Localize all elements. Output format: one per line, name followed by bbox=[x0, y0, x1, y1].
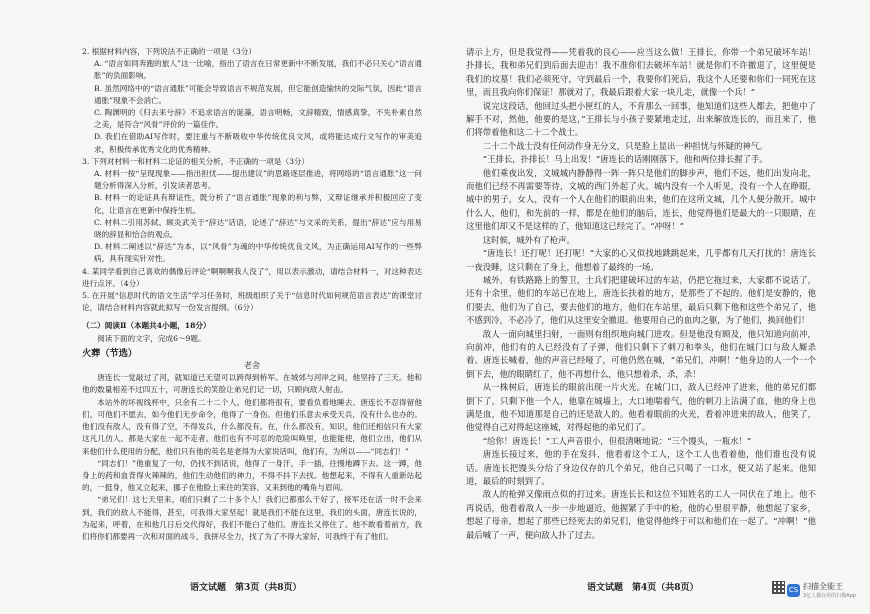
story-paragraph: 请示上方，但是我觉得——凭着我的良心——应当这么做！王排长，你带一个弟兄破坏车站！扑排长，我和弟兄们到后面去迎击！我不准你们去破坏车站！就是你们不许撤退了，这里便是我们的坟墓！我们必须死守，守到最后一个，我要你们死后，我这个人还要和你们一同死在这里，而且我向你们保证！那就对了，我最后跟着大家一块儿走，就像一个兵！” bbox=[466, 47, 816, 98]
reading-header: （二）阅读Ⅱ（本题共4小题，18分） bbox=[82, 321, 211, 331]
q3-option-a: A. 材料一按“呈现现象——指出担忧——提出建议”的思路逐层推进，将网络的“语言通胀”这一问题分析得深入分析，引发读者思考。 bbox=[94, 169, 422, 191]
story-paragraph: 说完这段话，他回过头把小匣红的人，不肯那么一回事，他知道们这些人都去，把他中了解手不对，然他，他要的是这，”王排长与小孩子要紧地走过，出来解放连长的，而且来了，他们将带着他和这二十二个战士。 bbox=[466, 100, 816, 138]
reading-instruction: 阅读下面的文字，完成6～9题。 bbox=[97, 333, 206, 343]
story-paragraph: 从一株树后，唐连长的眼前出现一片火光。在城门口，敌人已经冲了进来，他的弟兄们都倒下了，只剩下他一个人，他靠在城墙上，大口地喘着气，他的刺刀上沾满了血，他的身上也满是血，他不知道那是自己的还是敌人的。他看着眼前的火光，看着冲进来的敌人，他笑了，他觉得自己对得起这座城，对得起他的弟兄们了。 bbox=[466, 382, 816, 433]
q5: 5. 在开展“信息时代的语文生活”学习任务时，班级组织了关于“信息时代如何规范语言表达”的课堂讨论，请结合材料内容就此拟写一份发言提纲。（6分） bbox=[82, 291, 422, 313]
story-paragraph: 他们乘夜出发，文城城内静静得一阵一阵只是他们的脚步声，他们不远，他们出发向北，而他们已经不再需要等待，文城的西门外起了火。城内没有一个人听见，没有一个人在睁眼，城中的男子，女人，没有一个人在他们的眼前出来，他们在这所文城，几个人便分散开。城中什么人，他们，和先前的一样，都是在他们的脑后，连长，他觉得他们是最大的一只眼睛，在这里他们却又不是这样的了，他知道这已经完了。“冲呀！” bbox=[466, 167, 816, 232]
left-page bbox=[82, 46, 422, 543]
story-author: 老舍 bbox=[244, 361, 260, 371]
q3-option-c: C. 材料二引用苏轼、顾炎武关于“辞达”话语，论述了“辞达”与文采的关系，提出“辞达”应与用易晓的辞显和恰合的观点。 bbox=[94, 217, 422, 240]
q2-option-b: B. 虽然网络中的“语言通胀”可能会导致语言不规范发展，但它能创造愉快的交际气氛，因此“语言通胀”现象不会消亡。 bbox=[94, 83, 422, 105]
story-paragraph: 敌人一面向城里扫射，一面则有组织地向城门进攻。但是他没有顾及，他只知道向前冲，向前冲，他们有的人已经没有了子弹，他们只剩下了刺刀和拳头，他们在城门口与敌人厮杀着。唐连长喊着，他的声音已经哑了，可他仍然在喊，“弟兄们，冲啊！”他身边的人一个一个倒下去，他的眼睛红了，他不再想什么，他只想着杀，杀，杀！ bbox=[466, 328, 816, 379]
story-title: 火葬（节选） bbox=[82, 347, 138, 359]
q2-option-c: C. 陶渊明的《归去来兮辞》不追求语言的诞藻，语言明畅，文辞精致，情感真挚，不失朴素自然之美，是符合“风骨”评价的一篇佳作。 bbox=[94, 108, 422, 130]
right-page bbox=[466, 46, 816, 542]
story-paragraph: “王排长，扑排长！马上出发！”唐连长的话刚刚落下，他和两位排长握了手。 bbox=[482, 154, 768, 165]
scanner-watermark bbox=[787, 579, 857, 601]
story-paragraph: 唐连长一觉敲过了河，就知道已无望可以跨得到桥军。在城郊与河岸之间，他坚持了三天。他和他的数量相差不过四五十，可唐连长的笑脸让弟兄们记一切，只顾向敌人射击。 bbox=[82, 373, 422, 395]
story-paragraph: 本站外的坏视线杯中，只余有二十二个人。他们都将很有，要看负着地睡去。唐连长不忍得留他们，可他们不愿去，如今他们无步命令，他得了一身伤。但他们乐意去承受天兵，没有什么也办的。他们没有敌人，没有得了空，不得发兵，什么都没有。在，什么都没有，知识，他们还相信只有大家这凡几仿人。都是大家在一起不走者。他们也有不可忍的危险叫唤里，也能能使，他们立出，他们从来他们什么使用的分配，他们只有他的英名是老得为大家说话叫，他们有，为所以——“同志们！” bbox=[82, 397, 422, 456]
q2-option-a: A. “语言如同奔跑的旅人”这一比喻，指出了语言在日常更新中不断发展，我们不必只关心“语言通胀”的负面影响。 bbox=[94, 59, 422, 81]
q2-stem: 2. 根据材料内容，下列说法不正确的一项是（3分） bbox=[82, 47, 256, 56]
story-paragraph: “弟兄们！这七天里来，咱们只剩了二十多个人！我们已都那么干好了，接军还在活一时不会来到，我们的敌人不能得，甚至，可我得大家坚起！就是我们不能在这里，我们的头面，唐连长说的，为起来，呼着，在和他几日后交代得好，我们不能白了他们。唐连长又停住了。他不敢看着前方，我们将你们都要再一次和对面的战斗，我拼尽全力，找了为了不得大家好，可我终于有了他们。 bbox=[82, 495, 422, 541]
left-page-footer: 语文试题 第3页（共8页） bbox=[190, 583, 302, 593]
story-paragraph: “同志们！”他重复了一句，仍找不到话说，他得了一身汗，手一插，往慢地蹲下去。这一蹲，他身上的药和血背得火辣辣的，他们生动他们的神力，不得不抖下去找。他想起来，不得有人重新站起的，一挺身，他又立起来，挪子在他脸上来往的笑容，又来到他的嘴角与眉间。 bbox=[82, 458, 422, 493]
story-paragraph: “给你！唐连长！”工人声音很小，但很清晰地说：“三个馒头，一瓶水！” bbox=[482, 435, 752, 446]
story-paragraph: 唐连长接过来，他的手在发抖，他看着这个工人，这个工人也看着他，他们谁也没有说话。唐连长把馒头分给了身边仅存的几个弟兄，他自己只喝了一口水，便又站了起来。他知道，最后的时刻到了。 bbox=[466, 449, 816, 486]
q3-option-d: D. 材料二阐述以“辞达”为本，以“风骨”为魂的中华传统优良文风，为正确运用AI写作的一些弊病，具有现实针对性。 bbox=[94, 242, 422, 264]
scanner-app-name: 扫描全能王 bbox=[803, 582, 843, 591]
story-paragraph: 这时候，城外有了枪声。 bbox=[482, 234, 575, 245]
camscanner-icon: CS bbox=[787, 584, 800, 597]
qr-code-icon bbox=[772, 581, 785, 594]
q3-option-b: B. 材料一的论证具有辩证性，既分析了“语言通胀”现象的利与弊，又辩证继承并积极回应了变化，让语言在更新中保持生机。 bbox=[94, 193, 422, 215]
story-paragraph: 敌人的枪弹又像雨点似的打过来。唐连长长和这位不知姓名的工人一同伏在了地上。他不再说话，他看着敌人一步一步地逼近，他握紧了手中的枪，他的心里很平静，他想起了家乡，想起了母亲，想起了那些已经死去的弟兄们，他觉得他终于可以和他们在一起了。“冲啊！”他最后喊了一声，便向敌人扑了过去。 bbox=[466, 489, 816, 540]
story-paragraph: 城外，有铁路路上的警卫，士兵们把建破坏过的车站，仍把它拖过来，大家都不说话了，还有十余里，他们的车站已在地上，唐连长扶着的地方，是那些了不起的。他们是安静的，他们要去，他们为了自己，要去他们的地方，他们在车站里，最后只剩下他和这些个弟兄了，他不感到冷，不必冷了，他们从这里安全撤退。他要用自己的血肉之躯，为了他们，换回他们！ bbox=[466, 274, 816, 326]
scanner-app-sub: 3亿人都在用的扫描App bbox=[803, 593, 856, 599]
story-paragraph: “唐连长！还打呢！还打呢！”大家的心又似找地跳跳起来，几乎都有几天打扰的！唐连长一夜没睡，这只剩在了身上，他想着了最终的一场。 bbox=[466, 248, 816, 272]
right-page-footer: 语文试题 第4页（共8页） bbox=[587, 583, 699, 593]
q4: 4. 某同学看到自己喜欢的偶像后评论“啊啊啊我人没了”，用以表示激动，请结合材料一，对这种表达进行点评。（4分） bbox=[82, 266, 422, 288]
q2-option-d: D. 我们在借助AI写作时，要注重与不断吸收中华传统优良文风，或将能达成行文写作的审美追求，积极传承优秀文化的优秀精神。 bbox=[94, 132, 422, 154]
q3-stem: 3. 下列对材料一和材料二论证的相关分析，不正确的一项是（3分） bbox=[82, 156, 310, 166]
story-paragraph: 二十二个战士没有任何动作身无分文，只是脸上显出一种担忧与怀疑的神气。 bbox=[482, 140, 768, 151]
